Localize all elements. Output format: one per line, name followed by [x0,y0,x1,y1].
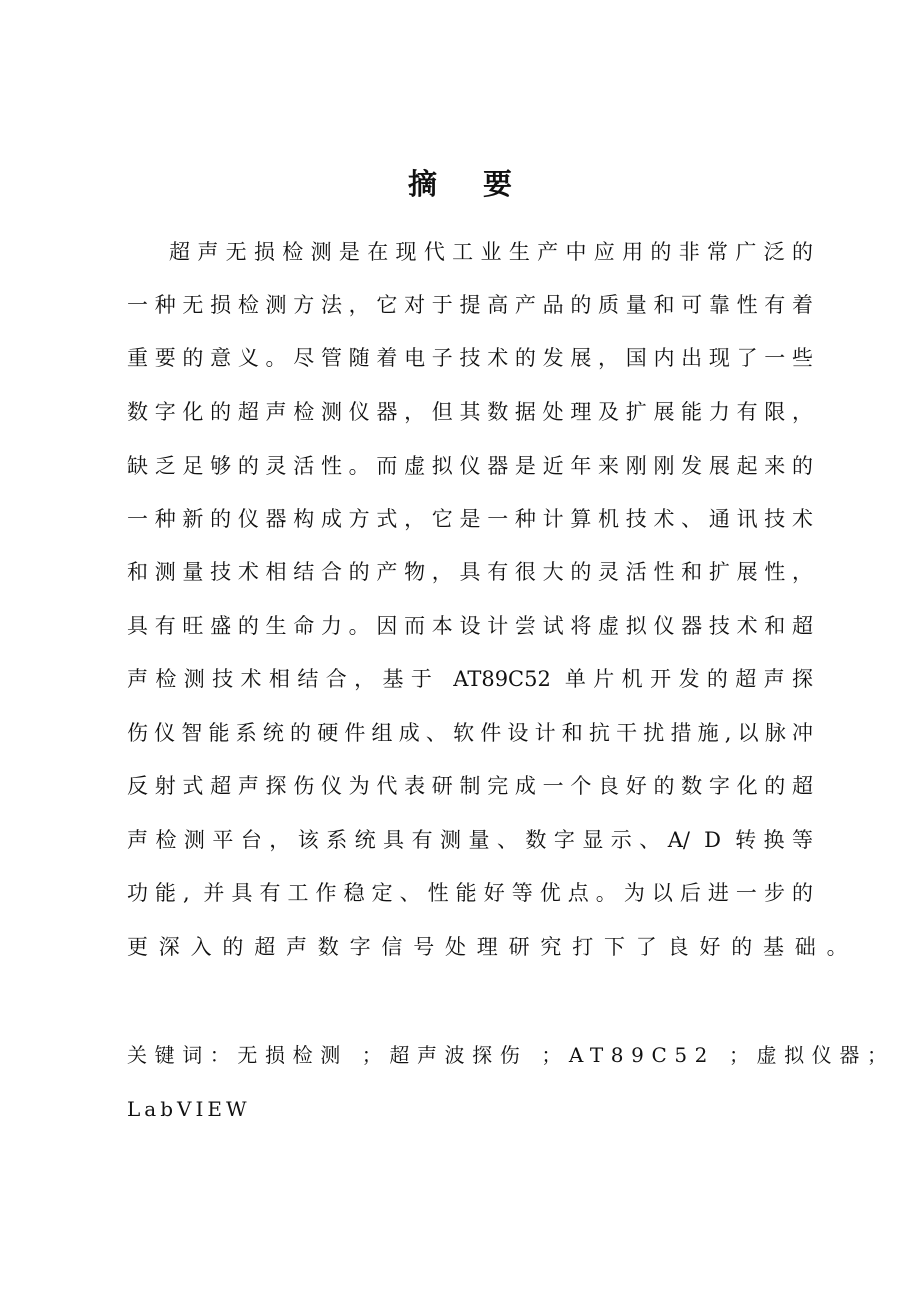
abstract-line: 反射式超声探伤仪为代表研制完成一个良好的数字化的超 [127,774,813,798]
keywords-line-continued: LabVIEW [127,1097,251,1121]
abstract-line: 一种新的仪器构成方式，它是一种计算机技术、通讯技术 [127,507,813,531]
abstract-line: 更深入的超声数字信号处理研究打下了良好的基础。 [127,935,859,959]
abstract-line: 声检测技术相结合，基于 AT89C52 单片机开发的超声探 [127,667,813,691]
page-title: 摘要 [407,167,558,201]
abstract-line: 声检测平台，该系统具有测量、数字显示、A/ D 转换等 [127,828,813,852]
abstract-line: 具有旺盛的生命力。因而本设计尝试将虚拟仪器技术和超 [127,614,813,638]
abstract-line: 数字化的超声检测仪器，但其数据处理及扩展能力有限， [127,400,813,424]
abstract-line: 和测量技术相结合的产物，具有很大的灵活性和扩展性， [127,560,813,584]
abstract-line: 超声无损检测是在现代工业生产中应用的非常广泛的 [169,240,813,264]
abstract-line: 一种无损检测方法，它对于提高产品的质量和可靠性有着 [127,293,813,317]
keywords-line: 关键词：无损检测 ；超声波探伤 ；AT89C52 ；虚拟仪器； [127,1043,895,1067]
abstract-line: 重要的意义。尽管随着电子技术的发展，国内出现了一些 [127,346,813,370]
abstract-line: 缺乏足够的灵活性。而虚拟仪器是近年来刚刚发展起来的 [127,454,813,478]
abstract-line: 功能, 并具有工作稳定、性能好等优点。为以后进一步的 [127,881,813,905]
abstract-line: 伤仪智能系统的硬件组成、软件设计和抗干扰措施,以脉冲 [127,721,813,745]
